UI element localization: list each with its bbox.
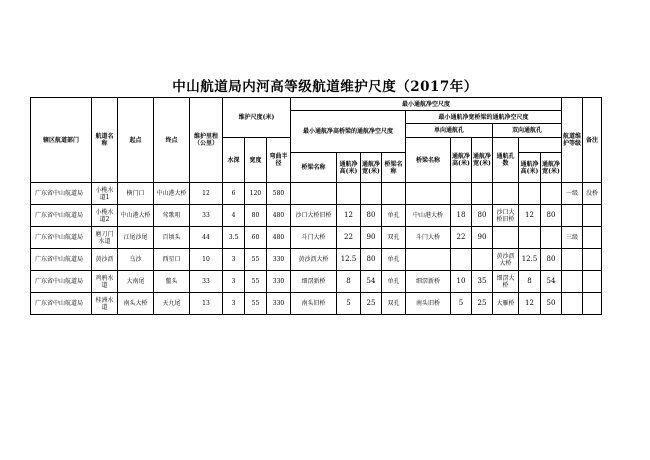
header-min-width-clear: 最小通航净宽桥梁的通航净空尺度 xyxy=(406,111,562,124)
header-radius: 弯曲半径 xyxy=(267,138,291,183)
header-double-span: 双向通航孔 xyxy=(493,124,562,138)
cell-dept: 广东省中山航道局 xyxy=(31,271,92,293)
cell-width: 55 xyxy=(245,293,267,315)
cell-name: 小榄水道2 xyxy=(92,205,118,227)
cell-n1: 单孔 xyxy=(382,249,406,271)
cell-d-bridge: 黄沙沥大桥 xyxy=(493,249,519,271)
cell-s-w xyxy=(472,249,493,271)
cell-n1: 双孔 xyxy=(382,227,406,249)
cell-d-bridge xyxy=(493,227,519,249)
cell-n1: 双孔 xyxy=(382,293,406,315)
cell-grade xyxy=(562,271,583,293)
cell-mileage: 13 xyxy=(190,293,223,315)
cell-s-w: 90 xyxy=(472,227,493,249)
cell-remark xyxy=(583,249,602,271)
cell-w1: 54 xyxy=(361,271,382,293)
cell-radius: 580 xyxy=(267,183,291,205)
cell-h1: 12 xyxy=(337,205,361,227)
cell-d-h: 12 xyxy=(519,293,541,315)
page-title: 中山航道局内河高等级航道维护尺度（2017年） xyxy=(172,79,478,95)
cell-w1 xyxy=(361,183,382,205)
cell-depth: 4 xyxy=(223,205,245,227)
cell-h1: 8 xyxy=(337,271,361,293)
header-single-width: 通航净宽(米) xyxy=(361,153,382,183)
cell-name: 桂洲水道 xyxy=(92,293,118,315)
cell-w1: 25 xyxy=(361,293,382,315)
cell-d-h: 12 xyxy=(519,205,541,227)
cell-d-h xyxy=(519,183,541,205)
header-remark: 备注 xyxy=(583,98,602,183)
cell-s-bridge: 南头旧桥 xyxy=(406,293,451,315)
header-span-count: 通航孔数 xyxy=(493,138,519,183)
cell-radius: 330 xyxy=(267,249,291,271)
header-dept: 辖区航道部门 xyxy=(31,98,92,183)
cell-b1: 黄沙沥大桥 xyxy=(291,249,337,271)
cell-name: 鸡鸦水道 xyxy=(92,271,118,293)
cell-s-bridge: 斗门大桥 xyxy=(406,227,451,249)
header-width: 宽度 xyxy=(245,138,267,183)
cell-end: 莺歌咀 xyxy=(154,205,190,227)
cell-n1 xyxy=(382,183,406,205)
header-double-width: 通航净宽(米) xyxy=(541,153,562,183)
cell-d-w: 80 xyxy=(541,205,562,227)
cell-width: 55 xyxy=(245,249,267,271)
header-single-height: 通航净高(米) xyxy=(337,153,361,183)
cell-s-h xyxy=(451,183,472,205)
cell-dept: 广东省中山航道局 xyxy=(31,249,92,271)
header-maint-dim: 维护尺度(米) xyxy=(223,98,291,138)
cell-mileage: 44 xyxy=(190,227,223,249)
cell-width: 55 xyxy=(245,271,267,293)
cell-h1: 5 xyxy=(337,293,361,315)
cell-width: 120 xyxy=(245,183,267,205)
cell-start: 江尾沙尾 xyxy=(118,227,154,249)
cell-d-w xyxy=(541,183,562,205)
cell-h1: 22 xyxy=(337,227,361,249)
cell-s-w: 25 xyxy=(472,293,493,315)
cell-b1: 南头旧桥 xyxy=(291,293,337,315)
cell-radius: 330 xyxy=(267,271,291,293)
header-start: 起点 xyxy=(118,98,154,183)
cell-end: 西星口 xyxy=(154,249,190,271)
cell-d-h: 12.5 xyxy=(519,249,541,271)
cell-grade: 三级 xyxy=(562,227,583,249)
cell-grade: 一级 xyxy=(562,183,583,205)
cell-dept: 广东省中山航道局 xyxy=(31,205,92,227)
cell-d-bridge: 沙口大桥旧桥 xyxy=(493,205,519,227)
cell-dept: 广东省中山航道局 xyxy=(31,227,92,249)
cell-radius: 330 xyxy=(267,293,291,315)
cell-d-w xyxy=(541,227,562,249)
header-single-bridge: 桥梁名称 xyxy=(291,153,337,183)
cell-name: 小榄水道1 xyxy=(92,183,118,205)
cell-remark xyxy=(583,205,602,227)
cell-w1: 90 xyxy=(361,227,382,249)
cell-s-h: 18 xyxy=(451,205,472,227)
cell-depth: 3.5 xyxy=(223,227,245,249)
cell-b1: 沙口大桥旧桥 xyxy=(291,205,337,227)
cell-depth: 6 xyxy=(223,183,245,205)
header-double-bridge: 桥梁名称 xyxy=(382,153,406,183)
cell-n1: 单孔 xyxy=(382,271,406,293)
header-grade: 航道维护等级 xyxy=(562,98,583,183)
cell-d-w: 50 xyxy=(541,293,562,315)
cell-b1: 斗门大桥 xyxy=(291,227,337,249)
header-min-span-clear: 最小通航净高桥梁的通航净空尺度 xyxy=(291,111,406,153)
cell-name: 磨刀门水道 xyxy=(92,227,118,249)
header-bridge-name-s: 桥梁名称 xyxy=(406,138,451,183)
cell-h1: 12.5 xyxy=(337,249,361,271)
cell-w1: 80 xyxy=(361,205,382,227)
cell-depth: 3 xyxy=(223,249,245,271)
cell-s-bridge xyxy=(406,249,451,271)
cell-mileage: 33 xyxy=(190,205,223,227)
cell-start: 横门口 xyxy=(118,183,154,205)
cell-start: 中山港大桥 xyxy=(118,205,154,227)
cell-width: 60 xyxy=(245,227,267,249)
header-nav-width: 通航净宽(米) xyxy=(472,138,493,183)
cell-remark xyxy=(583,293,602,315)
header-min-clear: 最小通航净空尺度 xyxy=(291,98,562,111)
header-end: 终点 xyxy=(154,98,190,183)
header-name: 航道名称 xyxy=(92,98,118,183)
cell-s-h: 5 xyxy=(451,293,472,315)
table-row xyxy=(31,293,602,315)
header-mileage: 维护里程（公里） xyxy=(190,98,223,183)
maintenance-table xyxy=(30,97,602,315)
cell-remark xyxy=(583,271,602,293)
cell-s-h: 22 xyxy=(451,227,472,249)
header-nav-height: 通航净高(米) xyxy=(451,138,472,183)
cell-depth: 3 xyxy=(223,271,245,293)
cell-start: 南头大桥 xyxy=(118,293,154,315)
cell-remark xyxy=(583,227,602,249)
cell-depth: 3 xyxy=(223,293,245,315)
cell-start: 大南尾 xyxy=(118,271,154,293)
cell-d-w: 80 xyxy=(541,249,562,271)
cell-d-bridge xyxy=(493,183,519,205)
cell-d-h: 8 xyxy=(519,271,541,293)
cell-s-h xyxy=(451,249,472,271)
cell-n1: 单孔 xyxy=(382,205,406,227)
cell-h1 xyxy=(337,183,361,205)
cell-s-bridge: 细滘新桥 xyxy=(406,271,451,293)
header-double-height: 通航净高(米) xyxy=(519,153,541,183)
table-row xyxy=(31,249,602,271)
cell-s-w: 35 xyxy=(472,271,493,293)
cell-d-h xyxy=(519,227,541,249)
cell-s-w: 80 xyxy=(472,205,493,227)
cell-name: 黄沙沥 xyxy=(92,249,118,271)
cell-start: 乌沙 xyxy=(118,249,154,271)
cell-mileage: 10 xyxy=(190,249,223,271)
cell-dept: 广东省中山航道局 xyxy=(31,293,92,315)
cell-grade xyxy=(562,293,583,315)
cell-d-bridge: 大雁桥 xyxy=(493,293,519,315)
cell-grade xyxy=(562,205,583,227)
cell-end: 中山港大桥 xyxy=(154,183,190,205)
cell-end: 天九尾 xyxy=(154,293,190,315)
cell-s-h: 10 xyxy=(451,271,472,293)
cell-s-w xyxy=(472,183,493,205)
cell-end: 鳌头 xyxy=(154,271,190,293)
cell-mileage: 33 xyxy=(190,271,223,293)
header-single-span: 单向通航孔 xyxy=(406,124,493,138)
table-row xyxy=(31,271,602,293)
cell-b1: 细滘新桥 xyxy=(291,271,337,293)
cell-dept: 广东省中山航道局 xyxy=(31,183,92,205)
table-row xyxy=(31,205,602,227)
cell-d-bridge: 细滘大桥 xyxy=(493,271,519,293)
cell-b1 xyxy=(291,183,337,205)
cell-remark: 没桥 xyxy=(583,183,602,205)
header-depth: 水深 xyxy=(223,138,245,183)
cell-s-bridge xyxy=(406,183,451,205)
cell-grade xyxy=(562,249,583,271)
table-row xyxy=(31,227,602,249)
cell-w1: 80 xyxy=(361,249,382,271)
cell-radius: 480 xyxy=(267,205,291,227)
cell-s-bridge: 中山港大桥 xyxy=(406,205,451,227)
cell-mileage: 12 xyxy=(190,183,223,205)
cell-d-w: 54 xyxy=(541,271,562,293)
table-row xyxy=(31,183,602,205)
cell-width: 80 xyxy=(245,205,267,227)
cell-radius: 480 xyxy=(267,227,291,249)
cell-end: 百顷头 xyxy=(154,227,190,249)
